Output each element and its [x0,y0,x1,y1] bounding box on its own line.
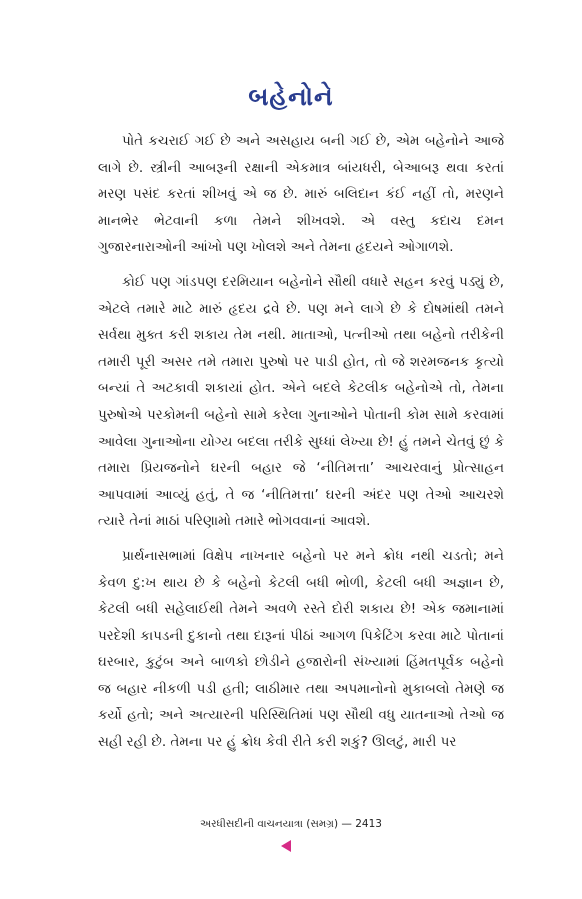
paragraph: પોતે કચરાઈ ગઈ છે અને અસહાય બની ગઈ છે, એમ બહેનોને આજે લાગે છે. સ્ત્રીની આબરૂની રક્ષાની એકમાત્ર બાંયધરી, બેઆબરૂ થવા કરતાં મરણ પસંદ કરતાં શીખવું એ જ છે. મારું બલિદાન કંઈ નહીં તો, મરણને માનભેર ભેટવાની કળા તેમને શીખવશે. એ વસ્તુ કદાચ દમન ગુજારનારાઓની આંખો પણ ખોલશે અને તેમના હૃદયને ઓગાળશે. [98,133,504,256]
body-text [98,128,504,764]
page-footer: અરધીસદીની વાચનયાત્રા (સમગ્ર) — 2413 [200,818,382,830]
page-title: બહેનોને [248,82,334,111]
paragraph: પ્રાર્થનાસભામાં વિક્ષેપ નાખનાર બહેનો પર મને ક્રોધ નથી ચડતો; મને કેવળ દુ:ખ થાય છે કે બહેનો કેટલી બધી ભોળી, કેટલી બધી અજ્ઞાન છે, કેટલી બધી સહેલાઈથી તેમને અવળે રસ્તે દોરી શકાય છે! એક જમાનામાં પરદેશી કાપડની દુકાનો તથા દારૂનાં પીઠાં આગળ પિકેટિંગ કરવા માટે પોતાનાં ઘરબાર, કુટુંબ અને બાળકો છોડીને હજારોની સંખ્યામાં હિંમતપૂર્વક બહેનો જ બહાર નીકળી પડી હતી; લાઠીમાર તથા અપમાનોનો મુકાબલો તેમણે જ કર્યો હતો; અને અત્યારની પરિસ્થિતિમાં પણ સૌથી વધુ યાતનાઓ તેઓ જ સહી રહી છે. તેમના પર હું ક્રોધ કેવી રીતે કરી શકું? ઊલટું, મારી પર [98,547,504,751]
left-triangle-icon[interactable] [281,840,291,852]
paragraph: કોઈ પણ ગાંડપણ દરમિયાન બહેનોને સૌથી વધારે સહન કરવું પડ્યું છે, એટલે તમારે માટે મારું હૃદય દ્રવે છે. પણ મને લાગે છે કે દોષમાંથી તમને સર્વથા મુક્ત કરી શકાય તેમ નથી. માતાઓ, પત્નીઓ તથા બહેનો તરીકેની તમારી પૂરી અસર તમે તમારા પુરુષો પર પાડી હોત, તો જે શરમજનક કૃત્યો બન્યાં તે અટકાવી શકાયાં હોત. એને બદલે કેટલીક બહેનોએ તો, તેમના પુરુષોએ પરકોમની બહેનો સામે કરેલા ગુનાઓને પોતાની કોમ સામે કરવામાં આવેલા ગુનાઓના યોગ્ય બદલા તરીકે સુધ્ધાં લેખ્યા છે! હું તમને ચેતવું છું કે તમારા પ્રિયજનોને ઘરની બહાર જે ‘નીતિમત્તા’ આચરવાનું પ્રોત્સાહન આપવામાં આવ્યું હતું, તે જ ‘નીતિમત્તા’ ઘરની અંદર પણ તેઓ આચરશે ત્યારે તેનાં માઠાં પરિણામો તમારે ભોગવવાનાં આવશે. [98,273,504,530]
